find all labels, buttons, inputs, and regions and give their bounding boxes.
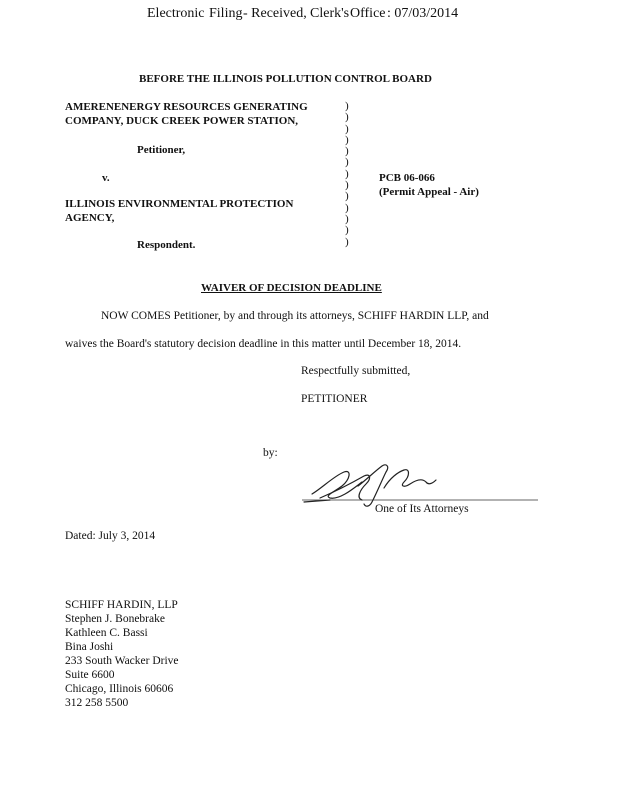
petitioner-role: Petitioner,	[137, 144, 186, 156]
signature-caption: One of Its Attorneys	[375, 503, 469, 515]
case-number: PCB 06-066	[379, 172, 435, 184]
body-line-2: waives the Board's statutory decision deadline in this matter until December 18, 2014.	[65, 338, 462, 350]
firm-street-address: 233 South Wacker Drive	[65, 655, 179, 667]
dated-line: Dated: July 3, 2014	[65, 530, 156, 542]
respondent-role: Respondent.	[137, 239, 196, 251]
attorney-name-1: Stephen J. Bonebrake	[65, 613, 165, 625]
board-title: BEFORE THE ILLINOIS POLLUTION CONTROL BOARD	[139, 73, 432, 85]
party-name: PETITIONER	[301, 393, 368, 405]
firm-name: SCHIFF HARDIN, LLP	[65, 599, 178, 611]
case-type: (Permit Appeal - Air)	[379, 186, 479, 198]
signature-stroke-1	[312, 471, 362, 498]
caption-parentheses: ) ) ) ) ) ) ) ) ) ) ) ) )	[345, 100, 349, 248]
firm-phone: 312 258 5500	[65, 697, 129, 709]
filing-header-date: : 07/03/2014	[387, 6, 459, 21]
by-label: by:	[263, 447, 278, 459]
filing-header-clerks: Clerk's	[310, 6, 350, 21]
filing-header-received: - Received,	[243, 6, 307, 21]
signature-stroke-4	[384, 470, 436, 488]
respondent-name-line-2: AGENCY,	[65, 212, 115, 224]
signature-stroke-2	[320, 475, 370, 500]
attorney-name-3: Bina Joshi	[65, 641, 114, 653]
filing-header-label: Electronic	[147, 6, 205, 21]
respondent-name-line-1: ILLINOIS ENVIRONMENTAL PROTECTION	[65, 198, 294, 210]
petitioner-name-line-1: AMERENENERGY RESOURCES GENERATING	[65, 101, 308, 113]
attorney-name-2: Kathleen C. Bassi	[65, 627, 148, 639]
petitioner-name-line-2: COMPANY, DUCK CREEK POWER STATION,	[65, 115, 299, 127]
firm-city-state-zip: Chicago, Illinois 60606	[65, 683, 174, 695]
body-line-1: NOW COMES Petitioner, by and through its attorneys, SCHIFF HARDIN LLP, and	[101, 310, 489, 322]
respectfully-submitted: Respectfully submitted,	[301, 365, 411, 377]
filing-header-filing: Filing	[209, 6, 243, 21]
filing-header-office: Office	[350, 6, 386, 21]
firm-suite: Suite 6600	[65, 669, 115, 681]
versus: v.	[102, 172, 110, 184]
document-heading: WAIVER OF DECISION DEADLINE	[201, 282, 382, 294]
